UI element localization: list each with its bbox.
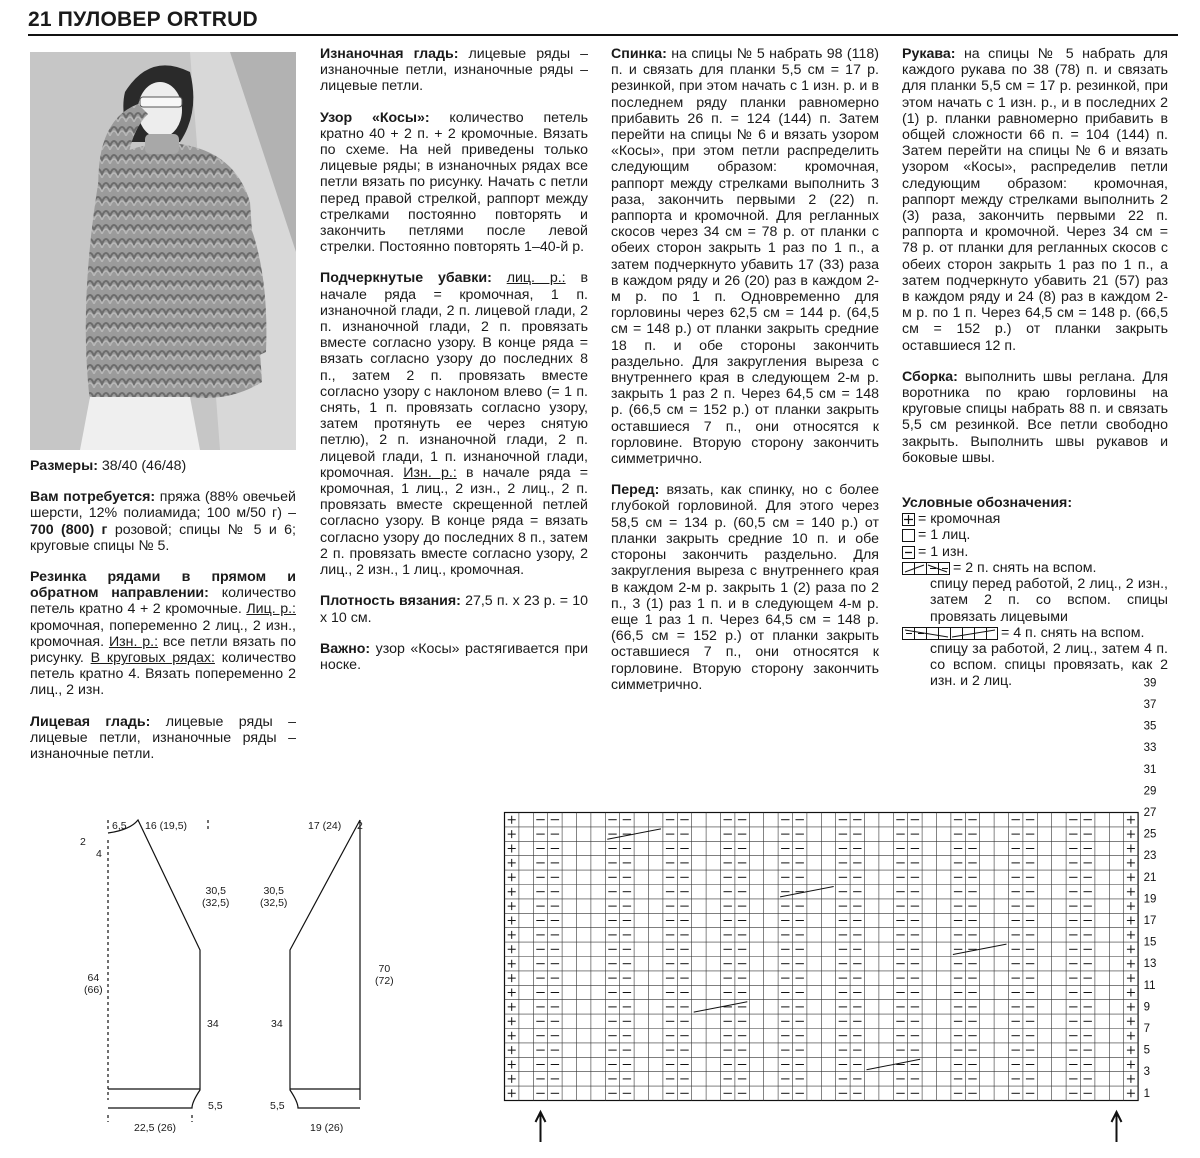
rib-round-label: В круговых рядах: [90, 650, 215, 667]
front-body-height: 34 [207, 1018, 219, 1030]
sleeve-paragraph [902, 46, 1168, 354]
column-sleeves [902, 46, 1168, 690]
sleeve-top-depth: 2 [357, 820, 363, 832]
model-photo [30, 52, 296, 450]
decrease-paragraph [320, 270, 588, 578]
legend-title: Условные обозначения: [902, 495, 1073, 512]
materials-text: пряжа (88% овечьей шерсти, 12% полиамида; 100 м/50 г) – [30, 489, 296, 522]
row-number: 21 [1143, 871, 1157, 884]
sizes-paragraph [30, 458, 296, 474]
cable-4-icon [902, 627, 998, 640]
body-outline [108, 820, 200, 1108]
row-number: 19 [1143, 893, 1157, 906]
purl-stitch-icon [902, 546, 915, 559]
reverse-label: Изнаночная гладь: [320, 46, 459, 62]
back-text: на спицы № 5 набрать 98 (118) п. и связать для планки 5,5 см = 17 р. резинкой, при этом начать с 1 изн. р. и в последнем ряду планки равномерно прибавить 26 п. = 124 (144) п. Затем перейти на спицы № 6 и вязать узором «Косы», при этом петли распределить следующим образом: кромочная, раппорт между стрелками выполнить 3 раза, закончить первыми 2 (22) п. раппорта и кромочной. Для регланных скосов через 34 см = 78 р. от планки с обеих сторон закрыть 1 раз по 1 п., а затем подчеркнуто убавить 17 (33) раза в каждом ряду и 26 (20) раз в каждом 2-м р. по 1 п. Одновременно для горловины через 62,5 см = 144 р. (64,5 см = 148 р.) от планки закрыть средние 18 п. и обе стороны закончить раздельно. Для закругления выреза с внутреннего края в следующем 2-м р. закрыть 1 раз 2 п. Через 64,5 см = 148 р. (66,5 см = 152 р.) от планки закрыть оставшиеся 7 п., они относятся к горловине. Вторую сторону закончить симметрично. [611, 46, 879, 468]
knit-stitch-icon [902, 529, 915, 542]
front-paragraph [611, 482, 879, 693]
row-number: 23 [1143, 850, 1157, 863]
row-number: 11 [1143, 979, 1156, 992]
front-raglan-height: 30,5 (32,5) [202, 885, 230, 909]
legend-purl [902, 544, 1168, 560]
title-rule [28, 34, 1178, 36]
column-sizes [30, 458, 296, 777]
materials-amount: 700 (800) г [30, 521, 108, 538]
row-number: 31 [1143, 763, 1157, 776]
legend-cross4-text: = 4 п. снять на вспом. [1001, 624, 1145, 641]
front-raglan-width: 16 (19,5) [145, 820, 188, 832]
row-number: 17 [1143, 915, 1157, 927]
row-number: 33 [1143, 742, 1157, 755]
sleeve-total-height: 70 (72) [375, 963, 394, 987]
stockinette-text: лицевые ряды – лицевые петли, изнаночные ряды – изнаночные петли. [30, 713, 296, 763]
back-paragraph [611, 46, 879, 467]
materials-paragraph [30, 489, 296, 554]
gauge-text: 27,5 п. х 23 р. = 10 х 10 см. [320, 593, 589, 626]
decrease-text-2: в начале ряда = кромочная, 1 лиц., 2 изн., 2 лиц., 2 п. провязать вместе скрещенной петлей согласно узору. В конце ряда = вязать согласно узору до последних 8 п., затем 2 п. провязать вместе согласно узору, 2 лиц., 2 изн., 1 лиц., кромочная. [320, 464, 588, 579]
sleeve-top-width: 17 (24) [308, 820, 342, 832]
sleeve-raglan-height: 30,5 (32,5) [260, 885, 288, 909]
repeat-arrow-icon [1112, 1112, 1122, 1142]
row-number: 27 [1143, 807, 1157, 819]
repeat-arrow-icon [536, 1112, 546, 1142]
row-number: 1 [1143, 1087, 1151, 1100]
row-number: 3 [1143, 1066, 1151, 1079]
decrease-ws-label: Изн. р.: [403, 464, 457, 481]
cable-label: Узор «Косы»: [320, 109, 430, 126]
legend-purl-text: = 1 изн. [918, 543, 969, 560]
cable-paragraph [320, 110, 588, 256]
assembly-label: Сборка: [902, 368, 958, 385]
materials-text-2: розовой; спицы № 5 и 6; круговые спицы № 5. [30, 521, 296, 554]
sleeve-label: Рукава: [902, 46, 956, 62]
gauge-paragraph [320, 593, 588, 625]
rib-text-3: все петли вязать по рисунку. [30, 633, 296, 667]
rib-text: количество петель кратно 4 + 2 кромочные. [30, 585, 297, 618]
sleeve-outline [290, 820, 360, 1108]
assembly-paragraph [902, 369, 1168, 466]
materials-label: Вам потребуется: [30, 489, 156, 506]
sleeve-text: на спицы № 5 набрать для каждого рукава по 38 (78) п. и связать для планки 5,5 см = 17 р. резинкой, при этом начать с 1 изн. р., и в последних 2 (1) р. планки равномерно прибавить в общей сложности 66 п. = 104 (144) п. Затем перейти на спицы № 6 и вязать узором «Косы», распределив петли следующим образом: кромочная, раппорт между стрелками выполнить 2 (3) раза, закончить первыми 22 п. раппорта и кромочной. Через 34 см = 78 р. от планки для регланных скосов с обеих сторон закрыть 1 раз по 1 п., а затем подчеркнуто убавить 21 (57) раз в каждом ряду и 24 (8) раз в каждом 2-м р. по 1 п. Через 64,5 см = 148 р. (66,5 см = 152 р.) от планки закрыть оставшиеся 12 п. [902, 46, 1168, 354]
edge-stitch-icon [902, 513, 915, 526]
row-number: 39 [1143, 677, 1157, 690]
rib-text-4: количество петель кратно 4. Вязать попеременно 2 лиц., 2 изн. [30, 650, 297, 699]
column-patterns [320, 46, 588, 688]
sizes-label: Размеры: [30, 458, 98, 474]
stockinette-paragraph [30, 714, 296, 763]
row-number: 25 [1143, 828, 1157, 841]
sleeve-rib-height: 5,5 [270, 1100, 285, 1112]
row-number: 13 [1143, 958, 1157, 971]
cable-text: количество петель кратно 40 + 2 п. + 2 кромочные. Вязать по схеме. На ней приведены только лицевые ряды; в изнаночных рядах все петли вязать по рисунку. Начать с петли перед правой стрелкой, раппорт между стрелками постоянно повторять и закончить петлями после левой стрелки. Постоянно повторять 1–40-й р. [320, 109, 588, 256]
sizes-text: 38/40 (46/48) [97, 458, 187, 474]
note-text: узор «Косы» растягивается при носке. [320, 640, 588, 673]
rib-ws-label: Изн. р.: [108, 633, 159, 650]
front-neck-width: 6,5 [112, 820, 127, 832]
model-photo-illustration [30, 52, 296, 450]
row-number: 29 [1143, 785, 1157, 798]
row-number: 7 [1143, 1023, 1151, 1035]
legend-knit [902, 527, 1168, 543]
front-neck-depth-1: 2 [80, 836, 86, 848]
row-number: 15 [1143, 936, 1157, 949]
stockinette-label: Лицевая гладь: [30, 713, 151, 730]
legend-cross4-cont: спицу за работой, 2 лиц., затем 4 п. со вспом. спицы провязать, как 2 изн. и 2 лиц. [930, 640, 1168, 690]
legend-edge-text: = кромочная [918, 511, 1001, 528]
reverse-text: лицевые ряды – изнаночные петли, изнаночные ряды – лицевые петли. [320, 46, 589, 95]
front-neck-depth-2: 4 [96, 848, 102, 860]
legend-cross2-text: = 2 п. снять на вспом. [953, 559, 1097, 576]
front-bottom-width: 22,5 (26) [134, 1122, 177, 1134]
legend-cross2-cont: спицу перед работой, 2 лиц., 2 изн., затем 2 п. со вспом. спицы провязать лицевыми [930, 576, 1168, 625]
note-paragraph [320, 641, 588, 673]
cable-chart [504, 677, 1157, 1152]
front-rib-height: 5,5 [208, 1100, 223, 1112]
legend-cross4 [902, 625, 1168, 641]
decrease-rs-label: лиц. р.: [506, 270, 566, 287]
rib-label: Резинка рядами в прямом и обратном направлении: [30, 569, 296, 602]
decrease-text: в начале ряда = кромочная, 1 п. изнаночной глади, 2 п. лицевой глади, 2 п. изнаночной глади, 2 п. провязать вместе согласно узору. В конце ряда = вязать согласно узору до последних 8 п., затем 2 п. провязать вместе согласно узору с наклоном влево (= 1 п. снять, 1 п. провязать согласно узору, затем протянуть ее через снятую петлю), 2 п. изнаночной глади, 2 п. лицевой глади, 1 п. изнаночной глади, кромочная. [320, 270, 588, 481]
reverse-stockinette-paragraph [320, 46, 588, 95]
row-number: 5 [1143, 1044, 1151, 1057]
front-label: Перед: [611, 482, 660, 499]
row-number: 35 [1143, 720, 1157, 733]
legend-cross2 [902, 560, 1168, 576]
cable-2x2-icon [902, 562, 950, 575]
rib-rs-label: Лиц. р.: [246, 601, 296, 618]
row-number: 37 [1143, 699, 1157, 711]
legend-knit-text: = 1 лиц. [918, 527, 971, 544]
page-title: 21 ПУЛОВЕР ORTRUD [28, 8, 258, 31]
row-number: 9 [1143, 1001, 1151, 1014]
front-text: вязать, как спинку, но с более глубокой горловиной. Для этого через 58,5 см = 134 р. (60,5 см = 140 р.) от планки закрыть средние 10 п. и обе стороны закончить раздельно. Для закругления выреза с внутреннего края в каждом 2-м р. закрыть 1 (2) раза по 2 п., 3 (1) раз 1 п. и в следующем 4-м р. еще 1 раз 1 п. Через 64,5 см = 148 р. (66,5 см = 152 р.) от планки закрыть оставшиеся 7 п., они относятся к горловине. Вторую сторону закончить симметрично. [611, 482, 879, 693]
front-total-height: 64 (66) [84, 972, 103, 996]
note-label: Важно: [320, 640, 371, 657]
legend-edge [902, 511, 1168, 527]
schematic-diagrams [0, 800, 480, 1158]
back-label: Спинка: [611, 46, 667, 62]
sleeve-body-height: 34 [271, 1018, 283, 1030]
legend [902, 495, 1168, 689]
column-back-front [611, 46, 879, 708]
decrease-label: Подчеркнутые убавки: [320, 270, 492, 287]
rib-paragraph [30, 569, 296, 699]
rib-text-2: кромочная, попеременно 2 лиц., 2 изн., кромочная. [30, 617, 296, 650]
gauge-label: Плотность вязания: [320, 593, 461, 610]
assembly-text: выполнить швы реглана. Для воротника по краю горловины на круговые спицы набрать 88 п. и связать 5,5 см резинкой. Все петли свободно закрыть. Выполнить швы рукавов и боковые швы. [902, 368, 1168, 466]
sleeve-bottom-width: 19 (26) [310, 1122, 344, 1134]
